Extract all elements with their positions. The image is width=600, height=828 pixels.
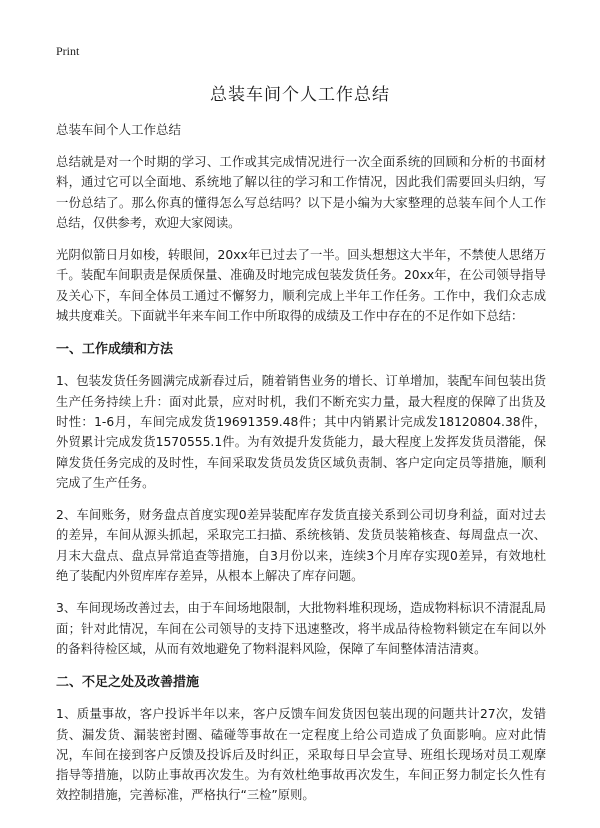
document-subtitle: 总装车间个人工作总结 — [56, 122, 182, 137]
intro-paragraph: 光阴似箭日月如梭，转眼间，20xx年已过去了一半。回头想想这大半年，不禁使人思绪万千。装配车间职责是保质保量、准确及时地完成包装发货任务。20xx年，在公司领导指导及关心下，车间全体员工通过不懈努力，顺利完成上半年工作任务。工作中，我们众志成城共度难关。下面就半年来车间工作中所取得的成绩及工作中存在的不足作如下总结： — [56, 248, 546, 324]
section-heading: 二、不足之处及改善措施 — [56, 675, 200, 691]
intro-paragraph: 总结就是对一个时期的学习、工作或其完成情况进行一次全面系统的回顾和分析的书面材料，通过它可以全面地、系统地了解以往的学习和工作情况，因此我们需要回头归纳，写一份总结了。那么你真的懂得怎么写总结吗？以下是小编为大家整理的总装车间个人工作总结，仅供参考，欢迎大家阅读。 — [56, 155, 546, 230]
document-body — [56, 120, 546, 818]
section-paragraph: 2、车间账务，财务盘点首度实现0差异装配库存发货直接关系到公司切身利益，面对过去的差异，车间从源头抓起，采取完工扫描、系统核销、发货员装箱核查、每周盘点一次、月末大盘点、盘点异常追查等措施，自3月份以来，连续3个月库存实现0差异，有效地杜绝了装配内外贸库库存差异，从根本上解决了库存问题。 — [56, 508, 546, 584]
section-heading: 一、工作成绩和方法 — [56, 342, 174, 358]
page-title: 总装车间个人工作总结 — [210, 85, 390, 105]
print-link[interactable]: Print — [56, 44, 80, 58]
section-paragraph: 3、车间现场改善过去，由于车间场地限制，大批物料堆积现场，造成物料标识不清混乱局面；针对此情况，车间在公司领导的支持下迅速整改，将半成品待检物料锁定在车间以外的备料待检区域，从而有效地避免了物料混料风险，保障了车间整体清洁清爽。 — [56, 601, 546, 656]
section-paragraph: 1、质量事故，客户投诉半年以来，客户反馈车间发货因包装出现的问题共计27次，发错货、漏发货、漏装密封圈、磕碰等事故在一定程度上给公司造成了负面影响。应对此情况，车间在接到客户反馈及投诉后及时纠正，采取每日早会宣导、班组长现场对员工观摩指导等措施，以防止事故再次发生。为有效杜绝事故再次发生，车间正努力制定长久性有效控制措施，完善标准，严格执行“三检”原则。 — [56, 707, 546, 803]
section-paragraph: 1、包装发货任务圆满完成新春过后，随着销售业务的增长、订单增加，装配车间包装出货生产任务持续上升：面对此景，应对时机，我们不断充实力量，最大程度的保障了出货及时性：1-6月，车间完成发货19691359.48件；其中内销累计完成发18120804.38件，外贸累计完成发货1570555.1件。为有效提升发货能力，最大程度上发挥发货员潜能，保障发货任务完成的及时性，车间采取发货员发货区域负责制、客户定向定员等措施，顺利完成了生产任务。 — [56, 374, 546, 490]
